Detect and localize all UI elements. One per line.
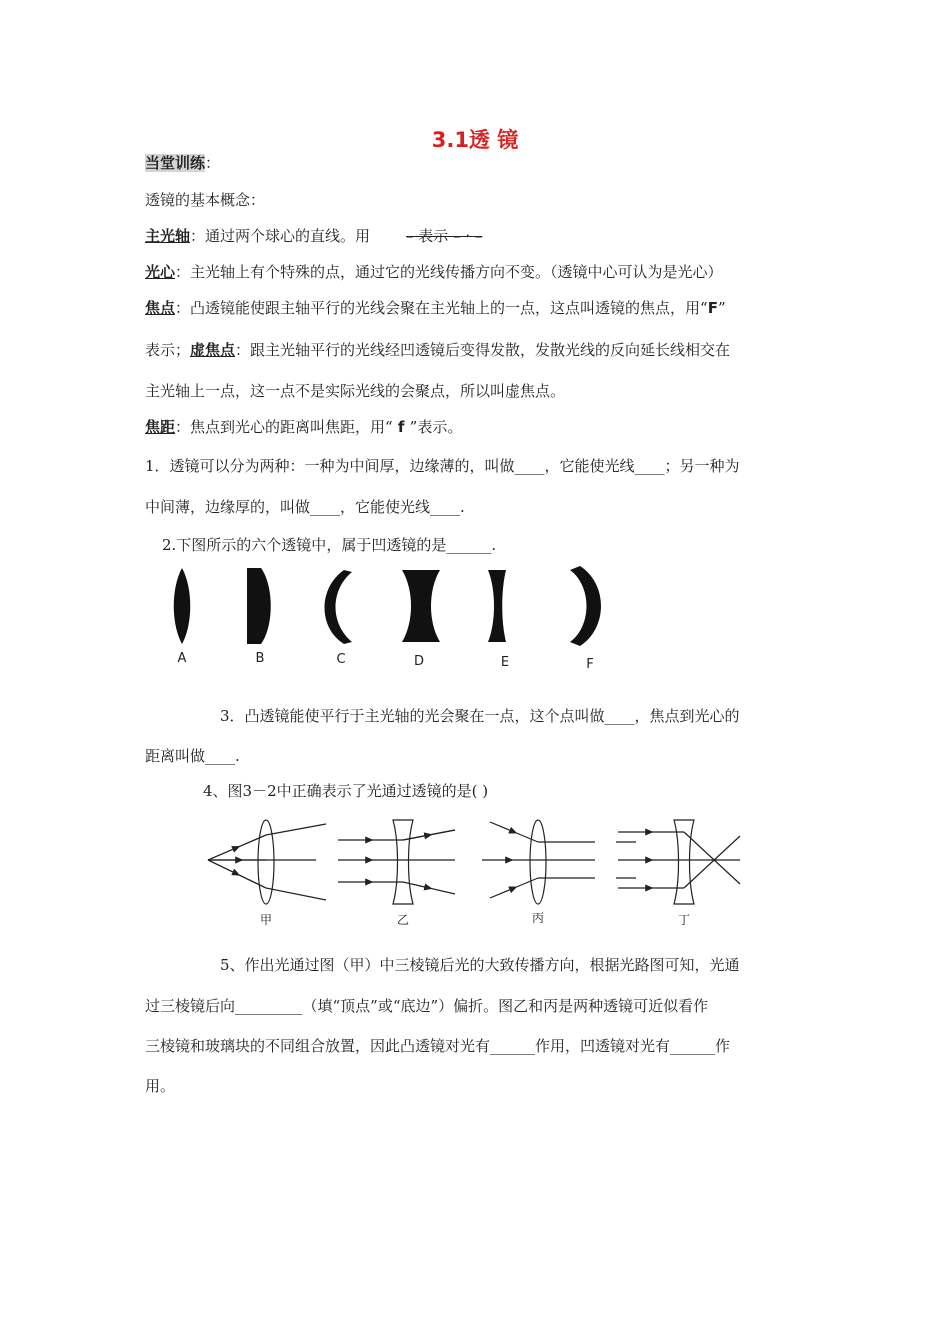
diagram-ding	[616, 820, 740, 904]
lens-f-shape	[570, 566, 601, 646]
axis-symbol: – 表示 – · –	[406, 227, 483, 245]
def-virtual-focus-cont: 主光轴上一点，这一点不是实际光线的会聚点，所以叫虚焦点。	[145, 382, 566, 400]
question-3-line1: 3．凸透镜能使平行于主光轴的光会聚在一点，这个点叫做____，焦点到光心的	[220, 707, 740, 725]
lens-label: A	[177, 651, 187, 666]
question-1-line2: 中间薄，边缘厚的，叫做____，它能使光线____.	[145, 498, 465, 516]
def-virtual-focus: 表示；虚焦点：跟主光轴平行的光线经凹透镜后变得发散，发散光线的反向延长线相交在	[145, 341, 731, 359]
question-1-line1: 1．透镜可以分为两种：一种为中间厚，边缘薄的，叫做____，它能使光线____；另一种为	[145, 457, 740, 475]
diagram-jia	[208, 820, 326, 904]
question-5-line3: 三棱镜和玻璃块的不同组合放置，因此凸透镜对光有______作用，凹透镜对光有______作	[145, 1037, 731, 1055]
term-virtual-focus: 虚焦点	[190, 341, 236, 359]
lens-d-shape	[402, 570, 440, 642]
lens-label: E	[500, 655, 510, 670]
concept-heading: 透镜的基本概念：	[145, 191, 266, 209]
term-focus: 焦点	[145, 299, 176, 317]
diagram-yi	[338, 820, 455, 904]
question-3-line2: 距离叫做____.	[145, 747, 240, 765]
question-5-line2: 过三棱镜后向_________（填“顶点”或“底边”）偏折。图乙和丙是两种透镜可近似看作	[145, 997, 709, 1015]
lens-c-shape	[325, 570, 353, 644]
diagram-label: 丁	[677, 913, 691, 927]
question-5-line1: 5、作出光通过图（甲）中三棱镜后光的大致传播方向，根据光路图可知，光通	[220, 956, 740, 974]
diagram-label: 丙	[531, 911, 545, 925]
diagram-label: 甲	[259, 913, 273, 927]
def-optical-center: 光心：主光轴上有个特殊的点，通过它的光线传播方向不变。（透镜中心可认为是光心）	[145, 263, 723, 281]
lens-e-shape	[488, 570, 506, 642]
def-focus: 焦点：凸透镜能使跟主轴平行的光线会聚在主光轴上的一点，这点叫透镜的焦点，用“F”	[145, 299, 726, 317]
term-focal-length: 焦距	[145, 418, 176, 436]
lens-label: C	[336, 652, 346, 667]
question-2: 2.下图所示的六个透镜中，属于凹透镜的是______.	[162, 536, 497, 554]
ray-diagrams-figure	[200, 812, 745, 932]
question-4: 4、图3－2中正确表示了光通过透镜的是( )	[203, 782, 489, 800]
term-optical-center: 光心	[145, 263, 176, 281]
lens-label: B	[255, 651, 265, 666]
lens-label: D	[413, 654, 425, 669]
section-heading: 当堂训练：	[145, 154, 221, 172]
def-principal-axis: 主光轴：通过两个球心的直线。用 – 表示 – · –	[145, 227, 483, 245]
six-lenses-figure	[160, 562, 620, 674]
term-principal-axis: 主光轴	[145, 227, 191, 245]
diagram-bing	[482, 820, 595, 904]
question-5-line4: 用。	[145, 1077, 176, 1095]
lens-b-shape	[247, 568, 271, 644]
page-title: 3.1透 镜	[431, 128, 519, 152]
def-focal-length: 焦距：焦点到光心的距离叫焦距，用“ f ”表示。	[145, 418, 463, 436]
lens-label: F	[586, 657, 594, 672]
diagram-label: 乙	[396, 913, 410, 927]
lens-a-shape	[174, 568, 191, 644]
